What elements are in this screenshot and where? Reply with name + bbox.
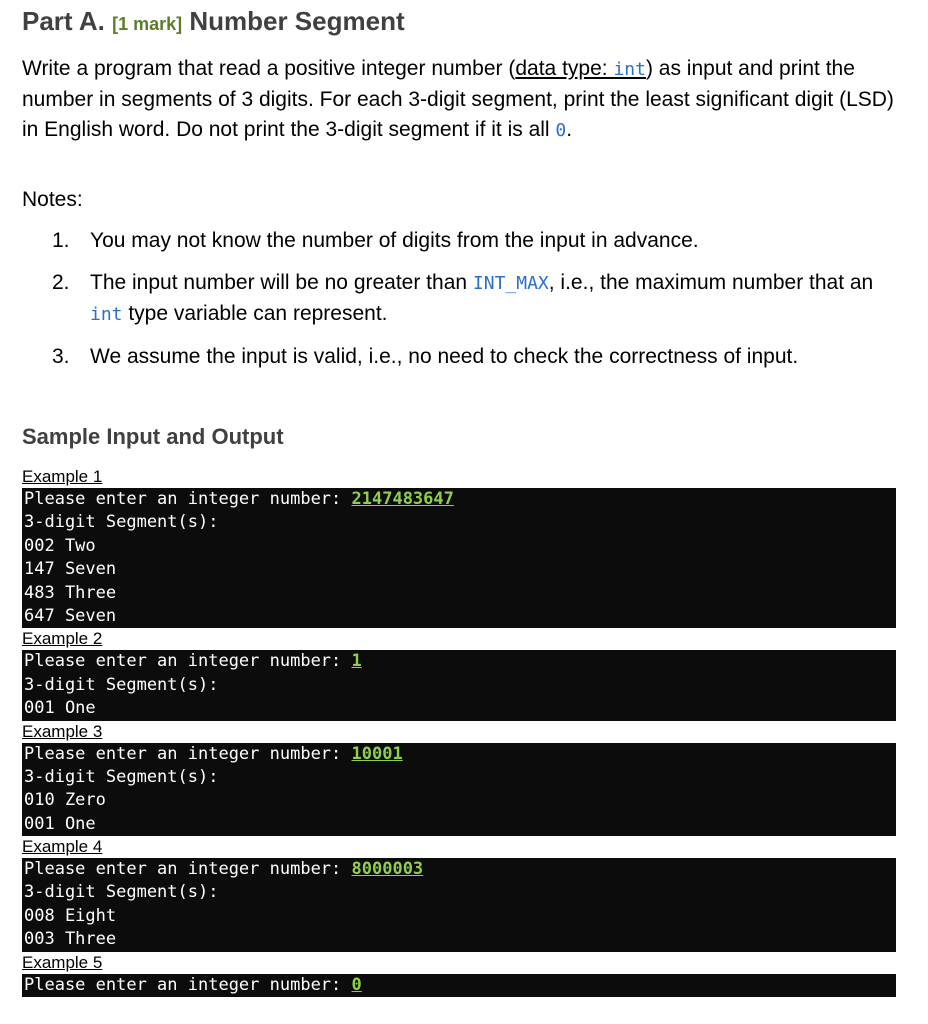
- console-input: 0: [351, 974, 362, 995]
- console-prompt: Please enter an integer number:: [24, 489, 352, 509]
- console-line: 3-digit Segment(s):: [24, 882, 219, 903]
- note-item: [52, 342, 902, 372]
- console-input: 1: [351, 651, 362, 672]
- console-line: 647 Seven: [24, 605, 117, 626]
- console-line: 3-digit Segment(s):: [24, 766, 219, 787]
- console-input: 2147483647: [351, 489, 454, 509]
- console-line: 001 One: [24, 698, 96, 719]
- part-title: Number Segment: [189, 6, 405, 36]
- data-type-note: [515, 57, 646, 80]
- example-label: Example 3: [22, 721, 103, 741]
- note-number: 2.: [52, 271, 70, 294]
- console-line: 003 Three: [24, 929, 117, 950]
- example-label: Example 4: [22, 837, 103, 857]
- part-heading: [22, 6, 405, 37]
- console-output: [22, 974, 896, 997]
- console-input: 8000003: [351, 859, 424, 880]
- console-line: 002 Two: [24, 535, 96, 556]
- example-label: Example 5: [22, 952, 103, 972]
- console-line: 3-digit Segment(s):: [24, 674, 219, 695]
- note-item: [52, 268, 902, 330]
- console-line: 008 Eight: [24, 905, 117, 926]
- console-line: 001 One: [24, 813, 96, 834]
- sample-section-title: Sample Input and Output: [22, 424, 284, 449]
- data-type-code: int: [613, 59, 646, 80]
- note-item: [52, 226, 902, 256]
- console-output: [22, 743, 896, 837]
- console-line: 147 Seven: [24, 559, 117, 580]
- console-line: 3-digit Segment(s):: [24, 512, 219, 533]
- intro-text-1: Write a program that read a positive integer number (: [22, 57, 516, 80]
- int-code: int: [90, 304, 123, 325]
- console-line: 010 Zero: [24, 790, 106, 811]
- note-text: , i.e., the maximum number that an: [548, 271, 874, 294]
- console-output: [22, 858, 896, 952]
- console-input: 10001: [351, 743, 403, 764]
- console-output: [22, 650, 896, 720]
- console-prompt: Please enter an integer number:: [24, 974, 352, 995]
- note-text: type variable can represent.: [122, 302, 388, 325]
- note-number: 3.: [52, 345, 70, 368]
- intro-paragraph: [22, 54, 902, 146]
- notes-list: [52, 226, 902, 384]
- part-label: Part A.: [22, 6, 105, 36]
- example-label: Example 1: [22, 467, 103, 486]
- data-type-label: data type:: [515, 57, 614, 80]
- console-line: [24, 858, 894, 881]
- zero-code: 0: [555, 120, 567, 141]
- int-max-code: INT_MAX: [472, 273, 549, 294]
- console-output: [22, 488, 896, 628]
- note-text: We assume the input is valid, i.e., no need to check the correctness of input.: [90, 345, 799, 368]
- console-prompt: Please enter an integer number:: [24, 859, 352, 880]
- note-text: The input number will be no greater than: [90, 271, 473, 294]
- console-prompt: Please enter an integer number:: [24, 651, 352, 672]
- note-number: 1.: [52, 229, 70, 252]
- mark-label: [1 mark]: [112, 14, 183, 34]
- example-label: Example 2: [22, 629, 103, 649]
- console-line: [24, 974, 894, 997]
- console-line: [24, 743, 894, 766]
- console-prompt: Please enter an integer number:: [24, 743, 352, 764]
- note-text: You may not know the number of digits from the input in advance.: [90, 229, 699, 252]
- examples-container: [22, 466, 896, 997]
- notes-label: Notes:: [22, 188, 83, 211]
- intro-text-3: .: [566, 118, 573, 141]
- console-line: [24, 650, 894, 673]
- console-line: [24, 488, 894, 511]
- console-line: 483 Three: [24, 582, 117, 603]
- intro-text-2: ) as input and print the number in segments of 3 digits. For each 3-digit segment, print the least significant digit (LSD) in English word. Do not print the 3-digit segment if it is all: [22, 57, 894, 141]
